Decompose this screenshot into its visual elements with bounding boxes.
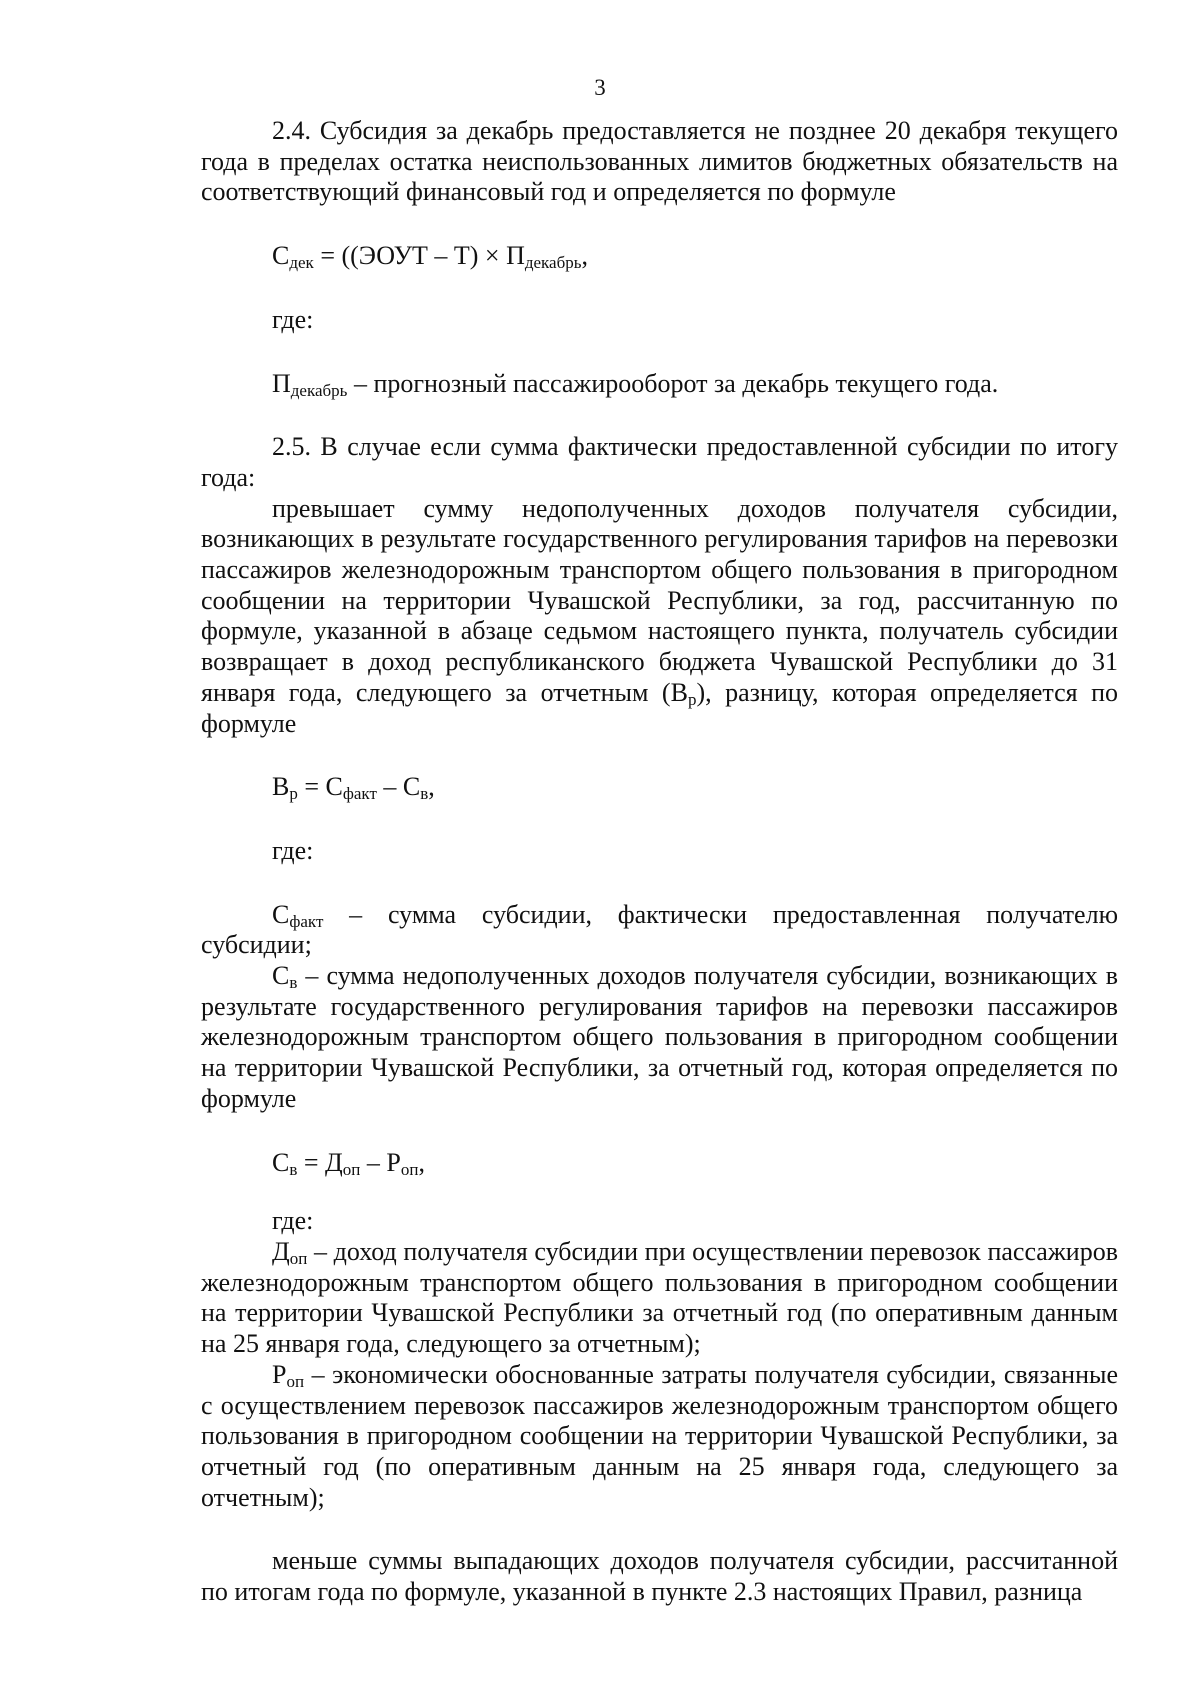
definition-c-v: $С_в$ – сумма недополученных доходов получателя субсидии, возникающих в результате государственного регулирования тарифов на перевозки пассажиров железнодорожным транспортом общего пользования в пригородном сообщении на территории Чувашской Республики, за отчетный год, которая определяется по формуле [201,961,1118,1113]
definition-p-december: $П_{декабрь}$ – прогнозный пассажирооборот за декабрь текущего года. [272,368,999,400]
document-body [201,116,1118,1608]
formula-december: $С_{дек}$ = ((ЭОУТ – $Т) \times П_{декабрь}$, [272,241,589,273]
formula-c-v: $С_в = Д_{оп} - Р_{оп}$, [272,1147,425,1179]
formula-refund: $В_р = С_{факт} - С_в$, [272,772,435,804]
where-label: где: [272,835,314,865]
paragraph-exceeds: превышает сумму недополученных доходов получателя субсидии, возникающих в результате государственного регулирования тарифов на перевозки пассажиров железнодорожным транспортом общего пользования в пригородном сообщении на территории Чувашской Республики, за год, рассчитанную по формуле, указанной в абзаце седьмом настоящего пункта, получатель субсидии возвращает в доход республиканского бюджета Чувашской Республики до 31 января года, следующего за отчетным $(В_р)$, разницу, которая определяется по формуле [201,493,1118,738]
paragraph-2-4: 2.4. Субсидия за декабрь предоставляется не позднее 20 декабря текущего года в пределах остатка неиспользованных лимитов бюджетных обязательств на соответствующий финансовый год и определяется по формуле [201,116,1118,207]
definition-d-op: $Д_{оп}$ – доход получателя субсидии при осуществлении перевозок пассажиров железнодорожным транспортом общего пользования в пригородном сообщении на территории Чувашской Республики за отчетный год (по оперативным данным на 25 января года, следующего за отчетным); [201,1236,1118,1359]
definition-c-fact: $С_{факт}$ – сумма субсидии, фактически предоставленная получателю субсидии; [201,899,1118,960]
paragraph-less: меньше суммы выпадающих доходов получателя субсидии, рассчитанной по итогам года по формуле, указанной в пункте 2.3 настоящих Правил, разница [201,1546,1118,1607]
where-label: где: [272,1206,314,1236]
page-number: 3 [594,75,606,100]
where-label: где: [272,304,314,334]
definition-r-op: $Р_{оп}$ – экономически обоснованные затраты получателя субсидии, связанные с осуществлением перевозок пассажиров железнодорожным транспортом общего пользования в пригородном сообщении на территории Чувашской Республики, за отчетный год (по оперативным данным на 25 января года, следующего за отчетным); [201,1359,1118,1512]
paragraph-2-5: 2.5. В случае если сумма фактически предоставленной субсидии по итогу года: [201,432,1118,492]
